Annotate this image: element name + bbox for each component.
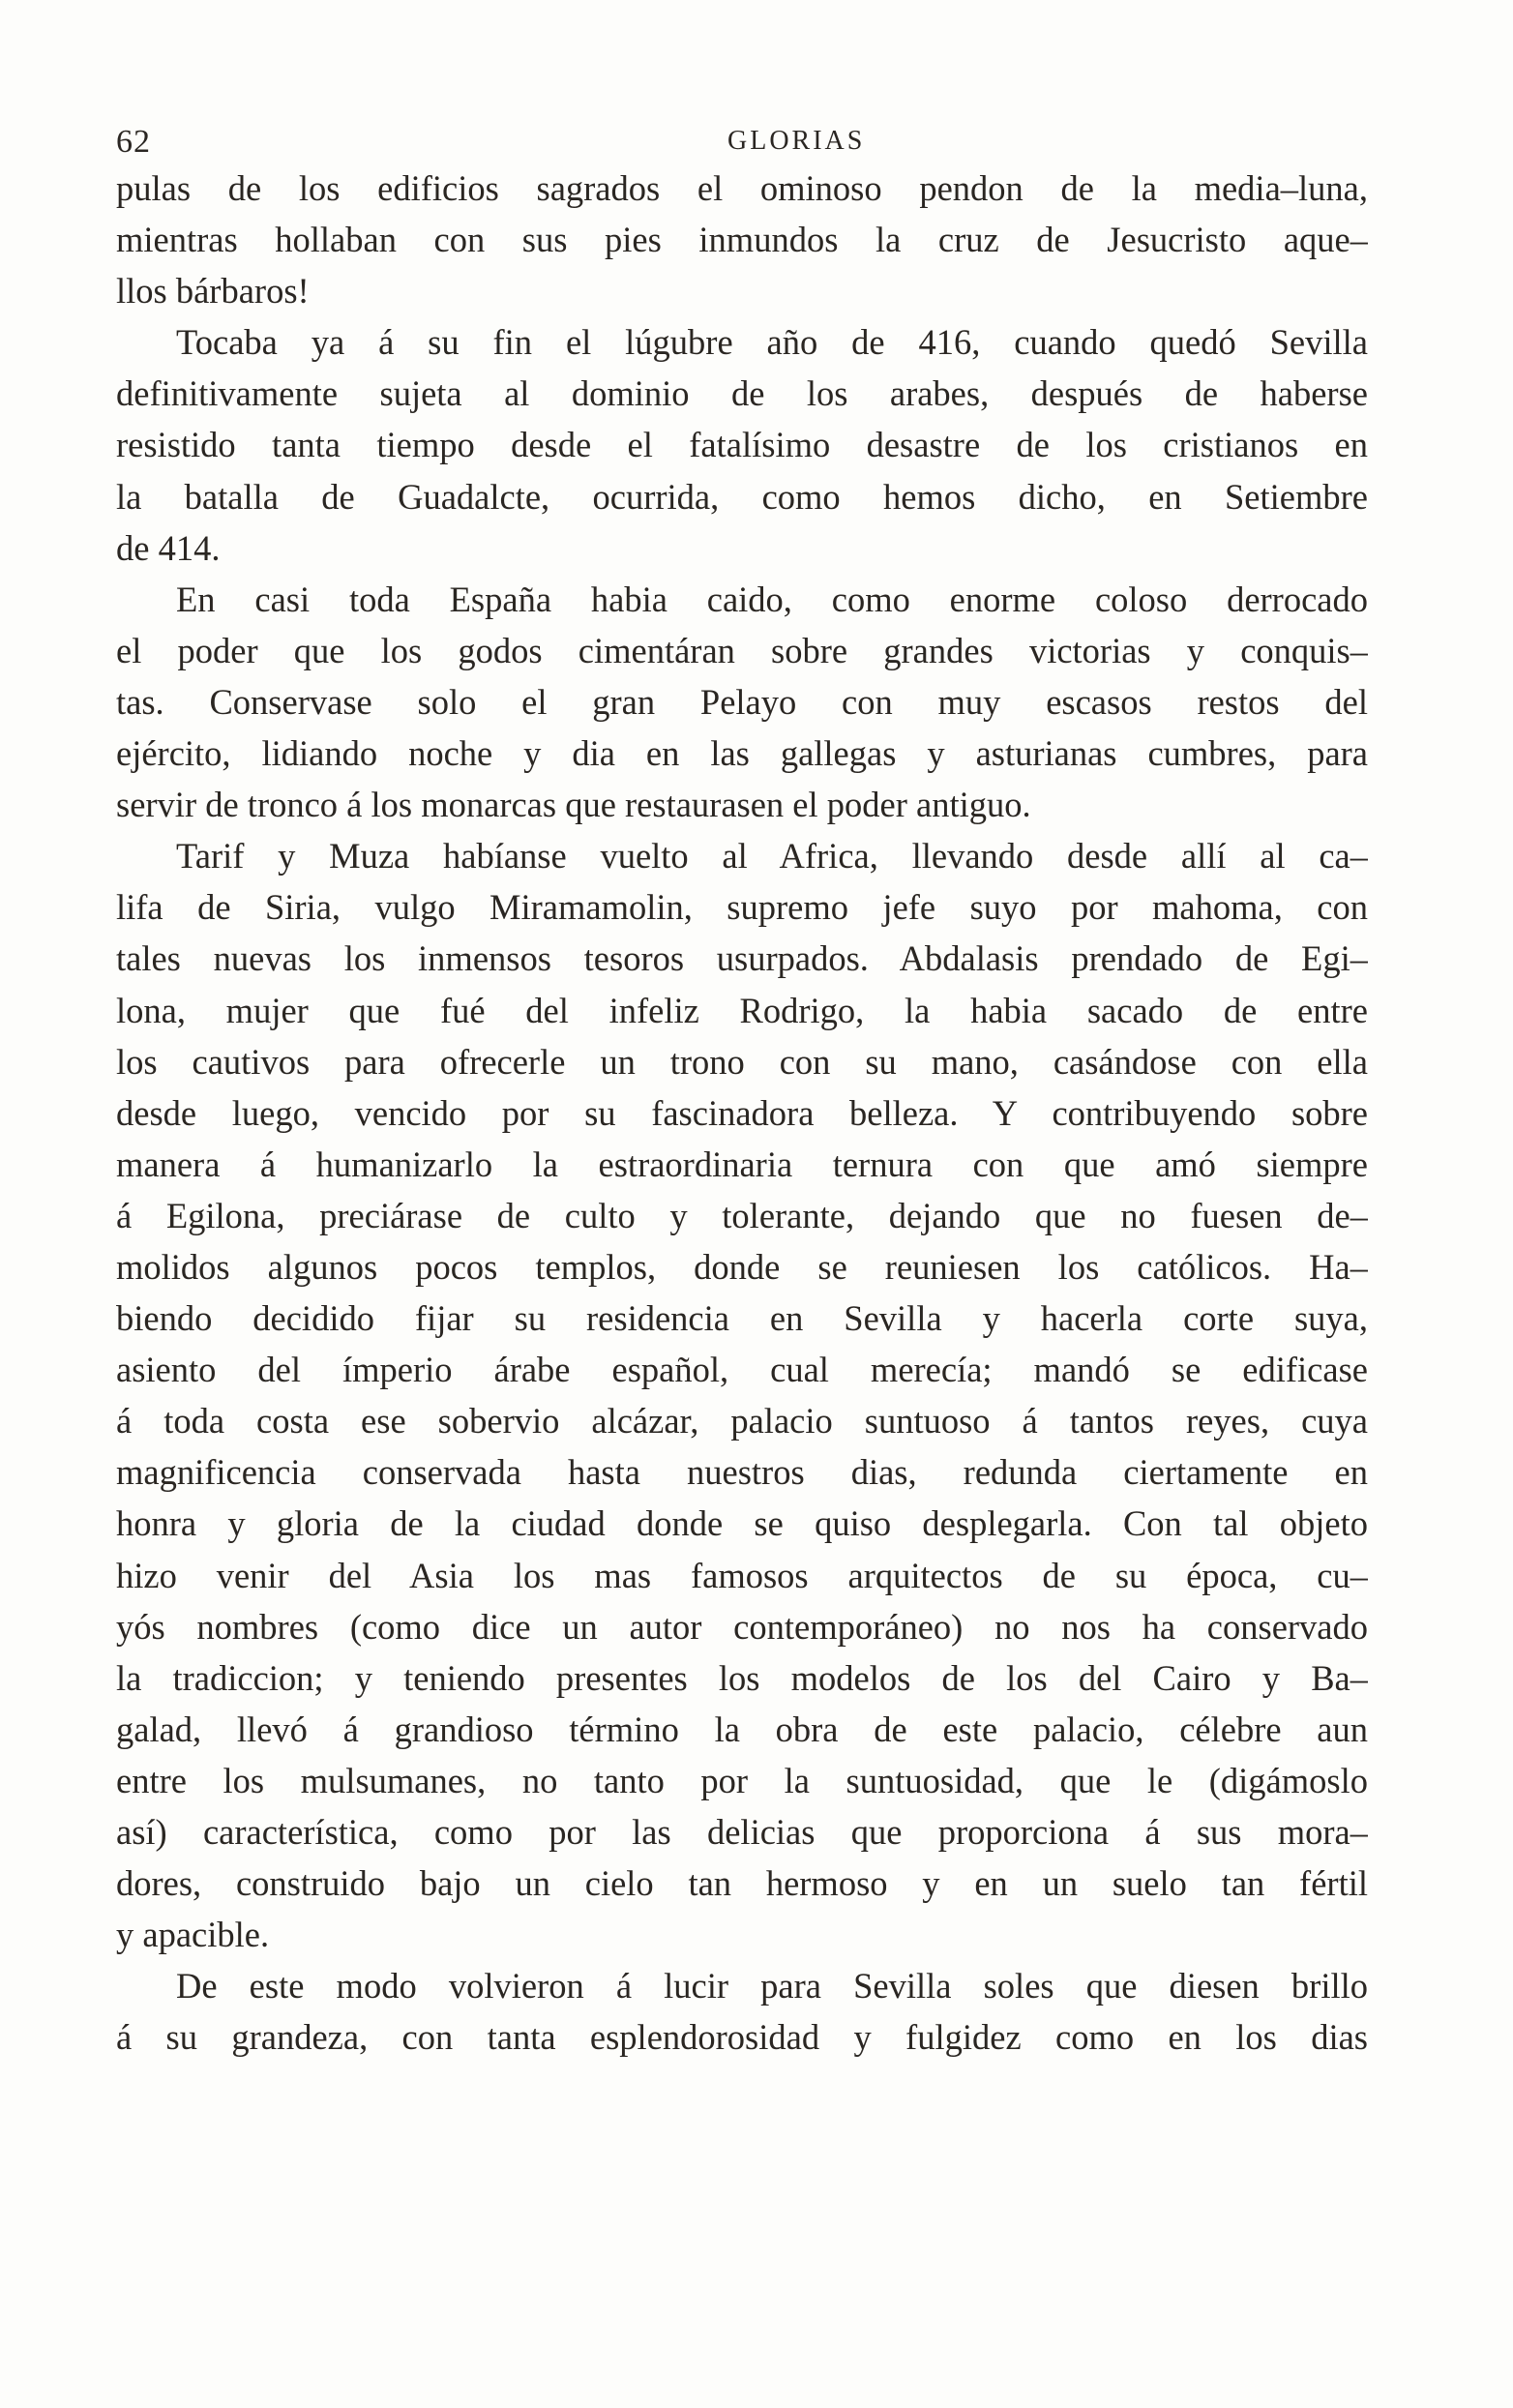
- text-line: asiento del ímperio árabe español, cual merecía; mandó se edificase: [116, 1350, 1368, 1390]
- text-line: llos bárbaros!: [116, 271, 310, 312]
- text-line: á su grandeza, con tanta esplendorosidad y fulgidez como en los dias: [116, 2017, 1368, 2058]
- body-text: [116, 163, 1368, 2063]
- text-line: entre los mulsumanes, no tanto por la suntuosidad, que le (digámoslo: [116, 1760, 1368, 1800]
- text-line: el poder que los godos cimentáran sobre grandes victorias y conquis–: [116, 630, 1368, 670]
- text-line: Tocaba ya á su fin el lúgubre año de 416, cuando quedó Sevilla: [176, 322, 1368, 363]
- page-number: 62: [116, 124, 151, 160]
- text-line: desde luego, vencido por su fascinadora belleza. Y contribuyendo sobre: [116, 1092, 1368, 1133]
- text-line: resistido tanta tiempo desde el fatalísimo desastre de los cristianos en: [116, 425, 1368, 465]
- text-line: manera á humanizarlo la estraordinaria ternura con que amó siempre: [116, 1144, 1368, 1184]
- text-line: galad, llevó á grandioso término la obra de este palacio, célebre aun: [116, 1709, 1368, 1749]
- text-line: tales nuevas los inmensos tesoros usurpados. Abdalasis prendado de Egi–: [116, 938, 1368, 979]
- text-line: de 414.: [116, 527, 221, 568]
- text-line: dores, construido bajo un cielo tan hermoso y en un suelo tan fértil: [116, 1863, 1368, 1904]
- page-header: [116, 124, 1374, 163]
- text-line: la batalla de Guadalcte, ocurrida, como hemos dicho, en Setiembre: [116, 476, 1368, 517]
- text-line: hizo venir del Asia los mas famosos arquitectos de su época, cu–: [116, 1555, 1368, 1595]
- text-line: así) característica, como por las delicias que proporciona á sus mora–: [116, 1812, 1368, 1852]
- text-line: servir de tronco á los monarcas que restaurasen el poder antiguo.: [116, 785, 1031, 825]
- text-line: De este modo volvieron á lucir para Sevilla soles que diesen brillo: [176, 1966, 1368, 2007]
- text-line: y apacible.: [116, 1915, 270, 1955]
- text-line: Tarif y Muza habíanse vuelto al Africa, llevando desde allí al ca–: [176, 836, 1368, 877]
- text-line: molidos algunos pocos templos, donde se reuniesen los católicos. Ha–: [116, 1246, 1368, 1287]
- running-head: GLORIAS: [727, 126, 866, 156]
- text-line: ejército, lidiando noche y dia en las gallegas y asturianas cumbres, para: [116, 733, 1368, 774]
- text-line: tas. Conservase solo el gran Pelayo con muy escasos restos del: [116, 681, 1368, 722]
- text-line: yós nombres (como dice un autor contemporáneo) no nos ha conservado: [116, 1606, 1368, 1647]
- text-line: lona, mujer que fué del infeliz Rodrigo, la habia sacado de entre: [116, 990, 1368, 1030]
- text-line: definitivamente sujeta al dominio de los arabes, después de haberse: [116, 373, 1368, 414]
- text-line: pulas de los edificios sagrados el ominoso pendon de la media–luna,: [116, 168, 1368, 208]
- text-line: los cautivos para ofrecerle un trono con su mano, casándose con ella: [116, 1041, 1368, 1082]
- text-line: la tradiccion; y teniendo presentes los modelos de los del Cairo y Ba–: [116, 1657, 1368, 1698]
- text-line: mientras hollaban con sus pies inmundos la cruz de Jesucristo aque–: [116, 220, 1368, 260]
- text-line: En casi toda España habia caido, como enorme coloso derrocado: [176, 579, 1368, 619]
- text-line: á Egilona, preciárase de culto y tolerante, dejando que no fuesen de–: [116, 1195, 1368, 1235]
- text-line: lifa de Siria, vulgo Miramamolin, supremo jefe suyo por mahoma, con: [116, 887, 1368, 928]
- text-line: á toda costa ese sobervio alcázar, palacio suntuoso á tantos reyes, cuya: [116, 1401, 1368, 1442]
- text-line: honra y gloria de la ciudad donde se quiso desplegarla. Con tal objeto: [116, 1503, 1368, 1544]
- text-line: biendo decidido fijar su residencia en Sevilla y hacerla corte suya,: [116, 1298, 1368, 1339]
- text-line: magnificencia conservada hasta nuestros dias, redunda ciertamente en: [116, 1452, 1368, 1493]
